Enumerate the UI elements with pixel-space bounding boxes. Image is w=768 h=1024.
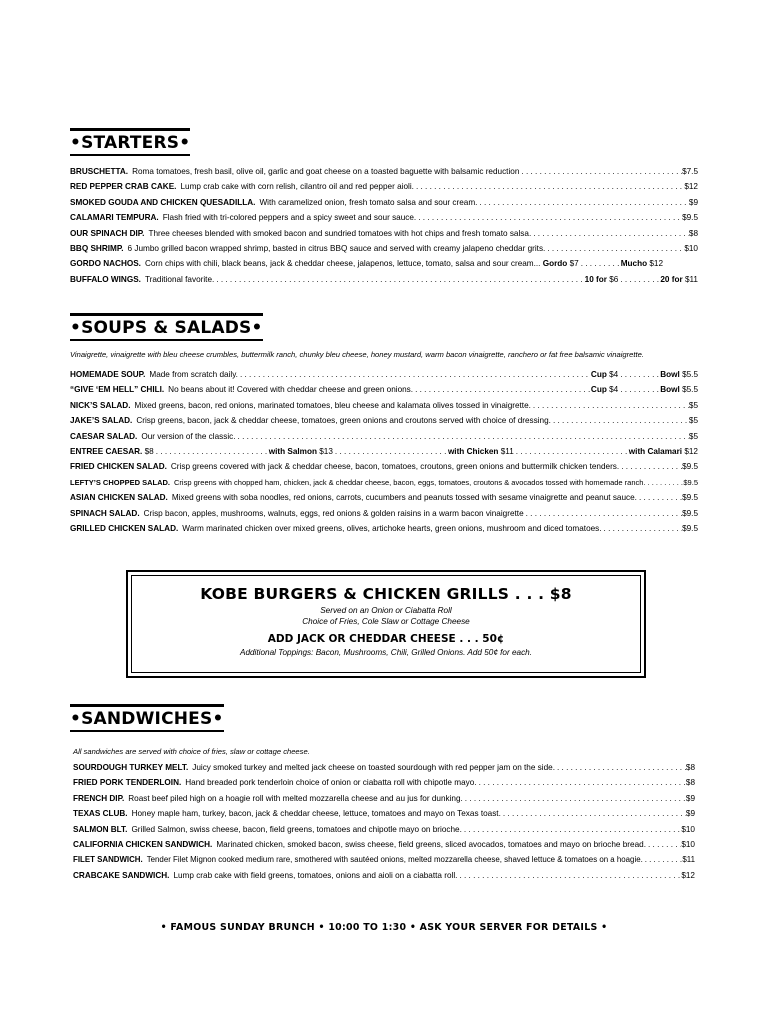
kobe-burgers-box xyxy=(126,570,646,678)
sandwiches-list xyxy=(73,760,695,883)
heading-rule xyxy=(70,154,190,156)
menu-item: RED PEPPER CRAB CAKE. Lump crab cake with corn relish, cilantro oil and red pepper aioli. . . . $12 xyxy=(70,179,698,194)
menu-item: NICK’S SALAD. Mixed greens, bacon, red onions, marinated tomatoes, bleu cheese and kalamata olives tossed in vinaigrette. . . . $5 xyxy=(70,398,698,413)
heading-rule xyxy=(70,730,224,732)
menu-item: CRABCAKE SANDWICH. Lump crab cake with field greens, tomatoes, onions and aioli on a ciabatta roll. . . . $12 xyxy=(73,868,695,883)
menu-item-wings: BUFFALO WINGS. Traditional favorite. . . . 10 for $6 . . . 20 for $11 xyxy=(70,272,698,287)
menu-item-nachos: GORDO NACHOS. Corn chips with chili, black beans, jack & cheddar cheese, jalapenos, lettuce, tomato, salsa and sour cream... Gordo $7 . . . Mucho $12 xyxy=(70,256,698,271)
kobe-title: KOBE BURGERS & CHICKEN GRILLS . . . $8 xyxy=(200,585,572,603)
kobe-burgers-box-inner xyxy=(131,575,641,673)
menu-item: SMOKED GOUDA AND CHICKEN QUESADILLA. With caramelized onion, fresh tomato salsa and sour cream. . . . $9 xyxy=(70,195,698,210)
sandwiches-heading xyxy=(70,704,224,732)
kobe-add-cheese: ADD JACK OR CHEDDAR CHEESE . . . 50¢ xyxy=(267,633,505,645)
menu-item: SPINACH SALAD. Crisp bacon, apples, mushrooms, walnuts, eggs, red onions & golden raisins in a warm bacon vinaigrette . . . $9.5 xyxy=(70,506,698,521)
soups-salads-list xyxy=(70,367,698,536)
menu-item: TEXAS CLUB. Honey maple ham, turkey, bacon, jack & cheddar cheese, lettuce, tomatoes and mayo on Texas toast. . . . $9 xyxy=(73,806,695,821)
menu-item: CALAMARI TEMPURA. Flash fried with tri-colored peppers and a spicy sweet and sour sauce. . . . $9.5 xyxy=(70,210,698,225)
section-title: •SOUPS & SALADS• xyxy=(70,318,263,338)
menu-item-chili: “GIVE ‘EM HELL” CHILI. No beans about it! Covered with cheddar cheese and green onions. . . . Cup $4 . . . Bowl $5.5 xyxy=(70,382,698,397)
menu-item: OUR SPINACH DIP. Three cheeses blended with smoked bacon and sundried tomatoes with hot chips and fresh tomato salsa. . . . $8 xyxy=(70,226,698,241)
kobe-line-2: Choice of Fries, Cole Slaw or Cottage Cheese xyxy=(302,617,470,626)
menu-item: JAKE’S SALAD. Crisp greens, bacon, jack & cheddar cheese, tomatoes, green onions and croutons served with choice of dressing. . . . $5 xyxy=(70,413,698,428)
menu-item: FRENCH DIP. Roast beef piled high on a hoagie roll with melted mozzarella cheese and au jus for dunking. . . . $9 xyxy=(73,791,695,806)
heading-rule xyxy=(70,339,263,341)
starters-heading xyxy=(70,128,190,156)
kobe-line-1: Served on an Onion or Ciabatta Roll xyxy=(320,606,452,615)
menu-item: ASIAN CHICKEN SALAD. Mixed greens with soba noodles, red onions, carrots, cucumbers and peanuts tossed with sesame vinaigrette and peanut sauce. . . . $9.5 xyxy=(70,490,698,505)
menu-item-entree-caesar: ENTREE CAESAR. $8 . . . with Salmon $13 . . . with Chicken $11 . . . with Calamari $12 xyxy=(70,444,698,459)
menu-item: FRIED CHICKEN SALAD. Crisp greens covered with jack & cheddar cheese, bacon, tomatoes, croutons, green onions and buttermilk chicken tenders. . . . $9.5 xyxy=(70,459,698,474)
menu-item: BRUSCHETTA. Roma tomatoes, fresh basil, olive oil, garlic and goat cheese on a toasted baguette with balsamic reduction . . . $7.5 xyxy=(70,164,698,179)
menu-item: CAESAR SALAD. Our version of the classic. . . . $5 xyxy=(70,429,698,444)
section-title: •STARTERS• xyxy=(70,133,191,153)
brunch-footer: • FAMOUS SUNDAY BRUNCH • 10:00 TO 1:30 • ASK YOUR SERVER FOR DETAILS • xyxy=(160,922,608,933)
kobe-toppings: Additional Toppings: Bacon, Mushrooms, Chili, Grilled Onions. Add 50¢ for each. xyxy=(239,648,533,657)
menu-item: CALIFORNIA CHICKEN SANDWICH. Marinated chicken, smoked bacon, swiss cheese, field greens, sliced avocados, tomatoes and mayo on brioche bread. . . . $10 xyxy=(73,837,695,852)
section-title: •SANDWICHES• xyxy=(70,709,224,729)
menu-item-soup: HOMEMADE SOUP. Made from scratch daily. . . . Cup $4 . . . Bowl $5.5 xyxy=(70,367,698,382)
menu-item: FILET SANDWICH. Tender Filet Mignon cooked medium rare, smothered with sautéed onions, melted mozzarella cheese, shaved lettuce & tomatoes on a hoagie. . . . $11 xyxy=(73,852,695,867)
sandwiches-note: All sandwiches are served with choice of fries, slaw or cottage cheese. xyxy=(73,747,310,756)
menu-item: SALMON BLT. Grilled Salmon, swiss cheese, bacon, field greens, tomatoes and chipotle mayo on brioche. . . . $10 xyxy=(73,822,695,837)
menu-item: GRILLED CHICKEN SALAD. Warm marinated chicken over mixed greens, olives, artichoke hearts, green onions, mushroom and diced tomatoes. . . . $9.5 xyxy=(70,521,698,536)
soups-salads-heading xyxy=(70,313,263,341)
menu-item: LEFTY’S CHOPPED SALAD. Crisp greens with chopped ham, chicken, jack & cheddar cheese, bacon, eggs, tomatoes, croutons & avocados tossed with homemade ranch. . . . $9.5 xyxy=(70,475,698,490)
starters-list xyxy=(70,164,698,287)
menu-item: FRIED PORK TENDERLOIN. Hand breaded pork tenderloin choice of onion or ciabatta roll with chipotle mayo. . . . $8 xyxy=(73,775,695,790)
menu-item: SOURDOUGH TURKEY MELT. Juicy smoked turkey and melted jack cheese on toasted sourdough with red pepper jam on the side. . . . $8 xyxy=(73,760,695,775)
menu-item: BBQ SHRIMP. 6 Jumbo grilled bacon wrapped shrimp, basted in citrus BBQ sauce and served with creamy jalapeno cheddar grits. . . . $10 xyxy=(70,241,698,256)
dressings-note: Vinaigrette, vinaigrette with bleu cheese crumbles, buttermilk ranch, chunky bleu cheese, honey mustard, warm bacon vinaigrette, ranchero or fat free balsamic vinaigrette. xyxy=(70,350,644,359)
